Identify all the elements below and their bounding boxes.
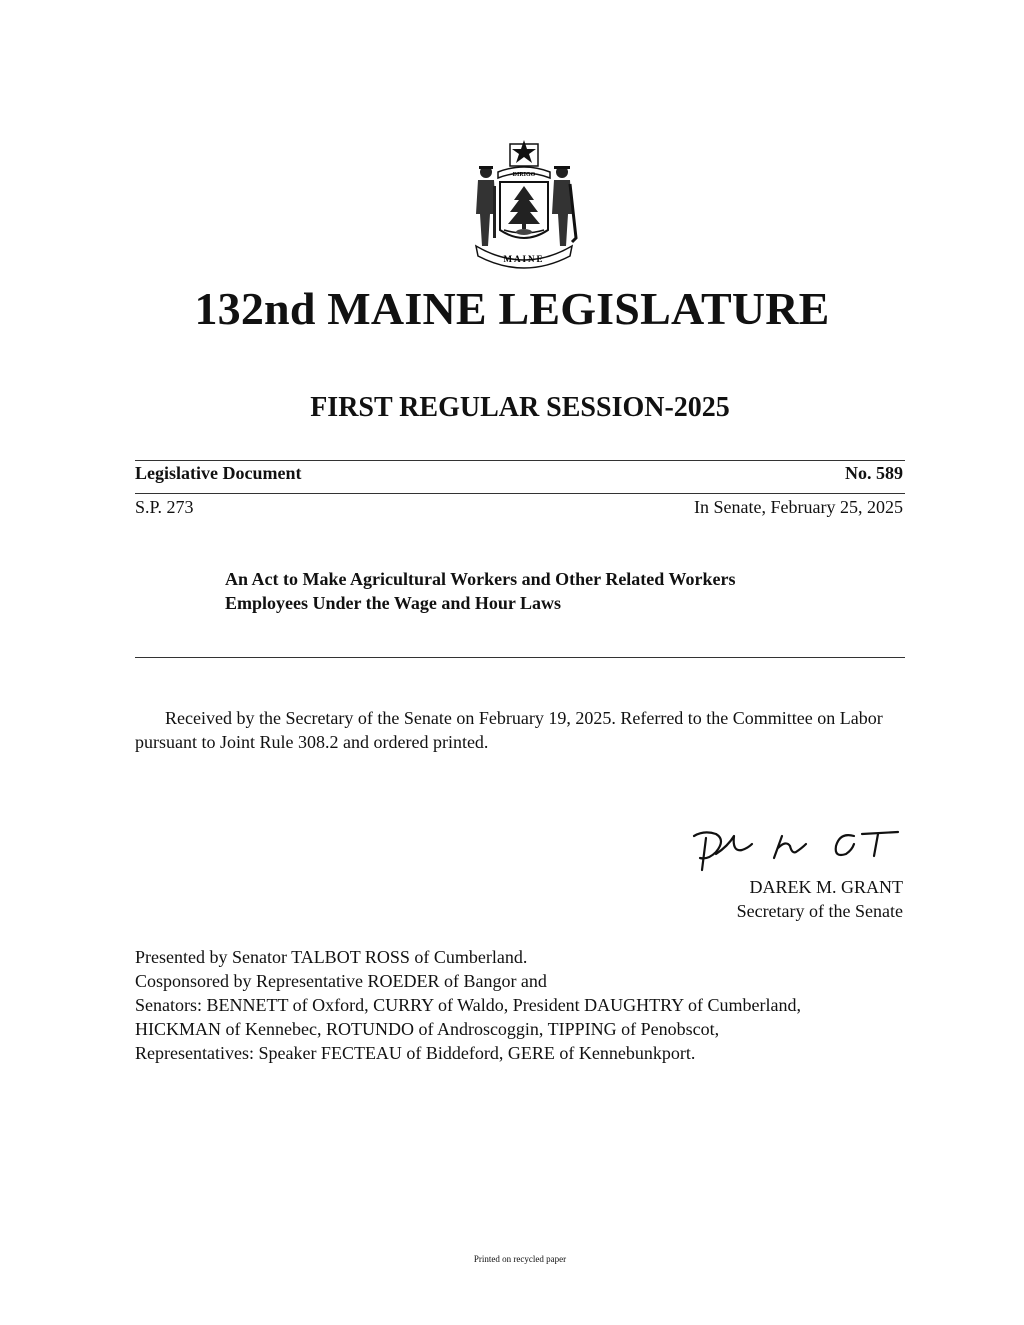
svg-text:DIRIGO: DIRIGO — [512, 172, 536, 178]
signer-name: DAREK M. GRANT — [749, 877, 903, 897]
sponsor-line: Cosponsored by Representative ROEDER of Bangor and — [135, 971, 547, 991]
received-statement: Received by the Secretary of the Senate on February 19, 2025. Referred to the Committee on Labor pursuant to Joint Rule 308.2 and ordered printed. — [135, 708, 883, 752]
maine-state-seal-icon — [466, 138, 582, 274]
recycled-paper-note: Printed on recycled paper — [473, 1254, 567, 1264]
document-number: No. 589 — [845, 463, 903, 483]
signer-role: Secretary of the Senate — [736, 901, 903, 921]
document-type-label: Legislative Document — [135, 463, 302, 483]
sponsor-line: Representatives: Speaker FECTEAU of Biddeford, GERE of Kennebunkport. — [135, 1043, 696, 1063]
middle-divider — [135, 493, 905, 494]
senate-date: In Senate, February 25, 2025 — [694, 497, 903, 517]
sponsor-line: HICKMAN of Kennebec, ROTUNDO of Androscoggin, TIPPING of Penobscot, — [135, 1019, 720, 1039]
senate-row — [135, 497, 903, 518]
act-divider — [135, 657, 905, 658]
sponsors-block — [135, 945, 915, 1065]
session-title: FIRST REGULAR SESSION-2025 — [310, 392, 730, 423]
sp-number: S.P. 273 — [135, 497, 194, 517]
sponsor-line: Senators: BENNETT of Oxford, CURRY of Waldo, President DAUGHTRY of Cumberland, — [135, 995, 801, 1015]
document-row — [135, 463, 903, 484]
act-title-line2: Employees Under the Wage and Hour Laws — [225, 593, 562, 613]
sponsor-line: Presented by Senator TALBOT ROSS of Cumberland. — [135, 947, 528, 967]
act-title — [225, 567, 865, 615]
legislature-title: 132nd MAINE LEGISLATURE — [194, 283, 830, 334]
svg-text:MAINE: MAINE — [503, 254, 545, 264]
top-divider — [135, 460, 905, 461]
handwritten-signature-icon — [686, 822, 904, 878]
act-title-line1: An Act to Make Agricultural Workers and Other Related Workers — [225, 569, 736, 589]
